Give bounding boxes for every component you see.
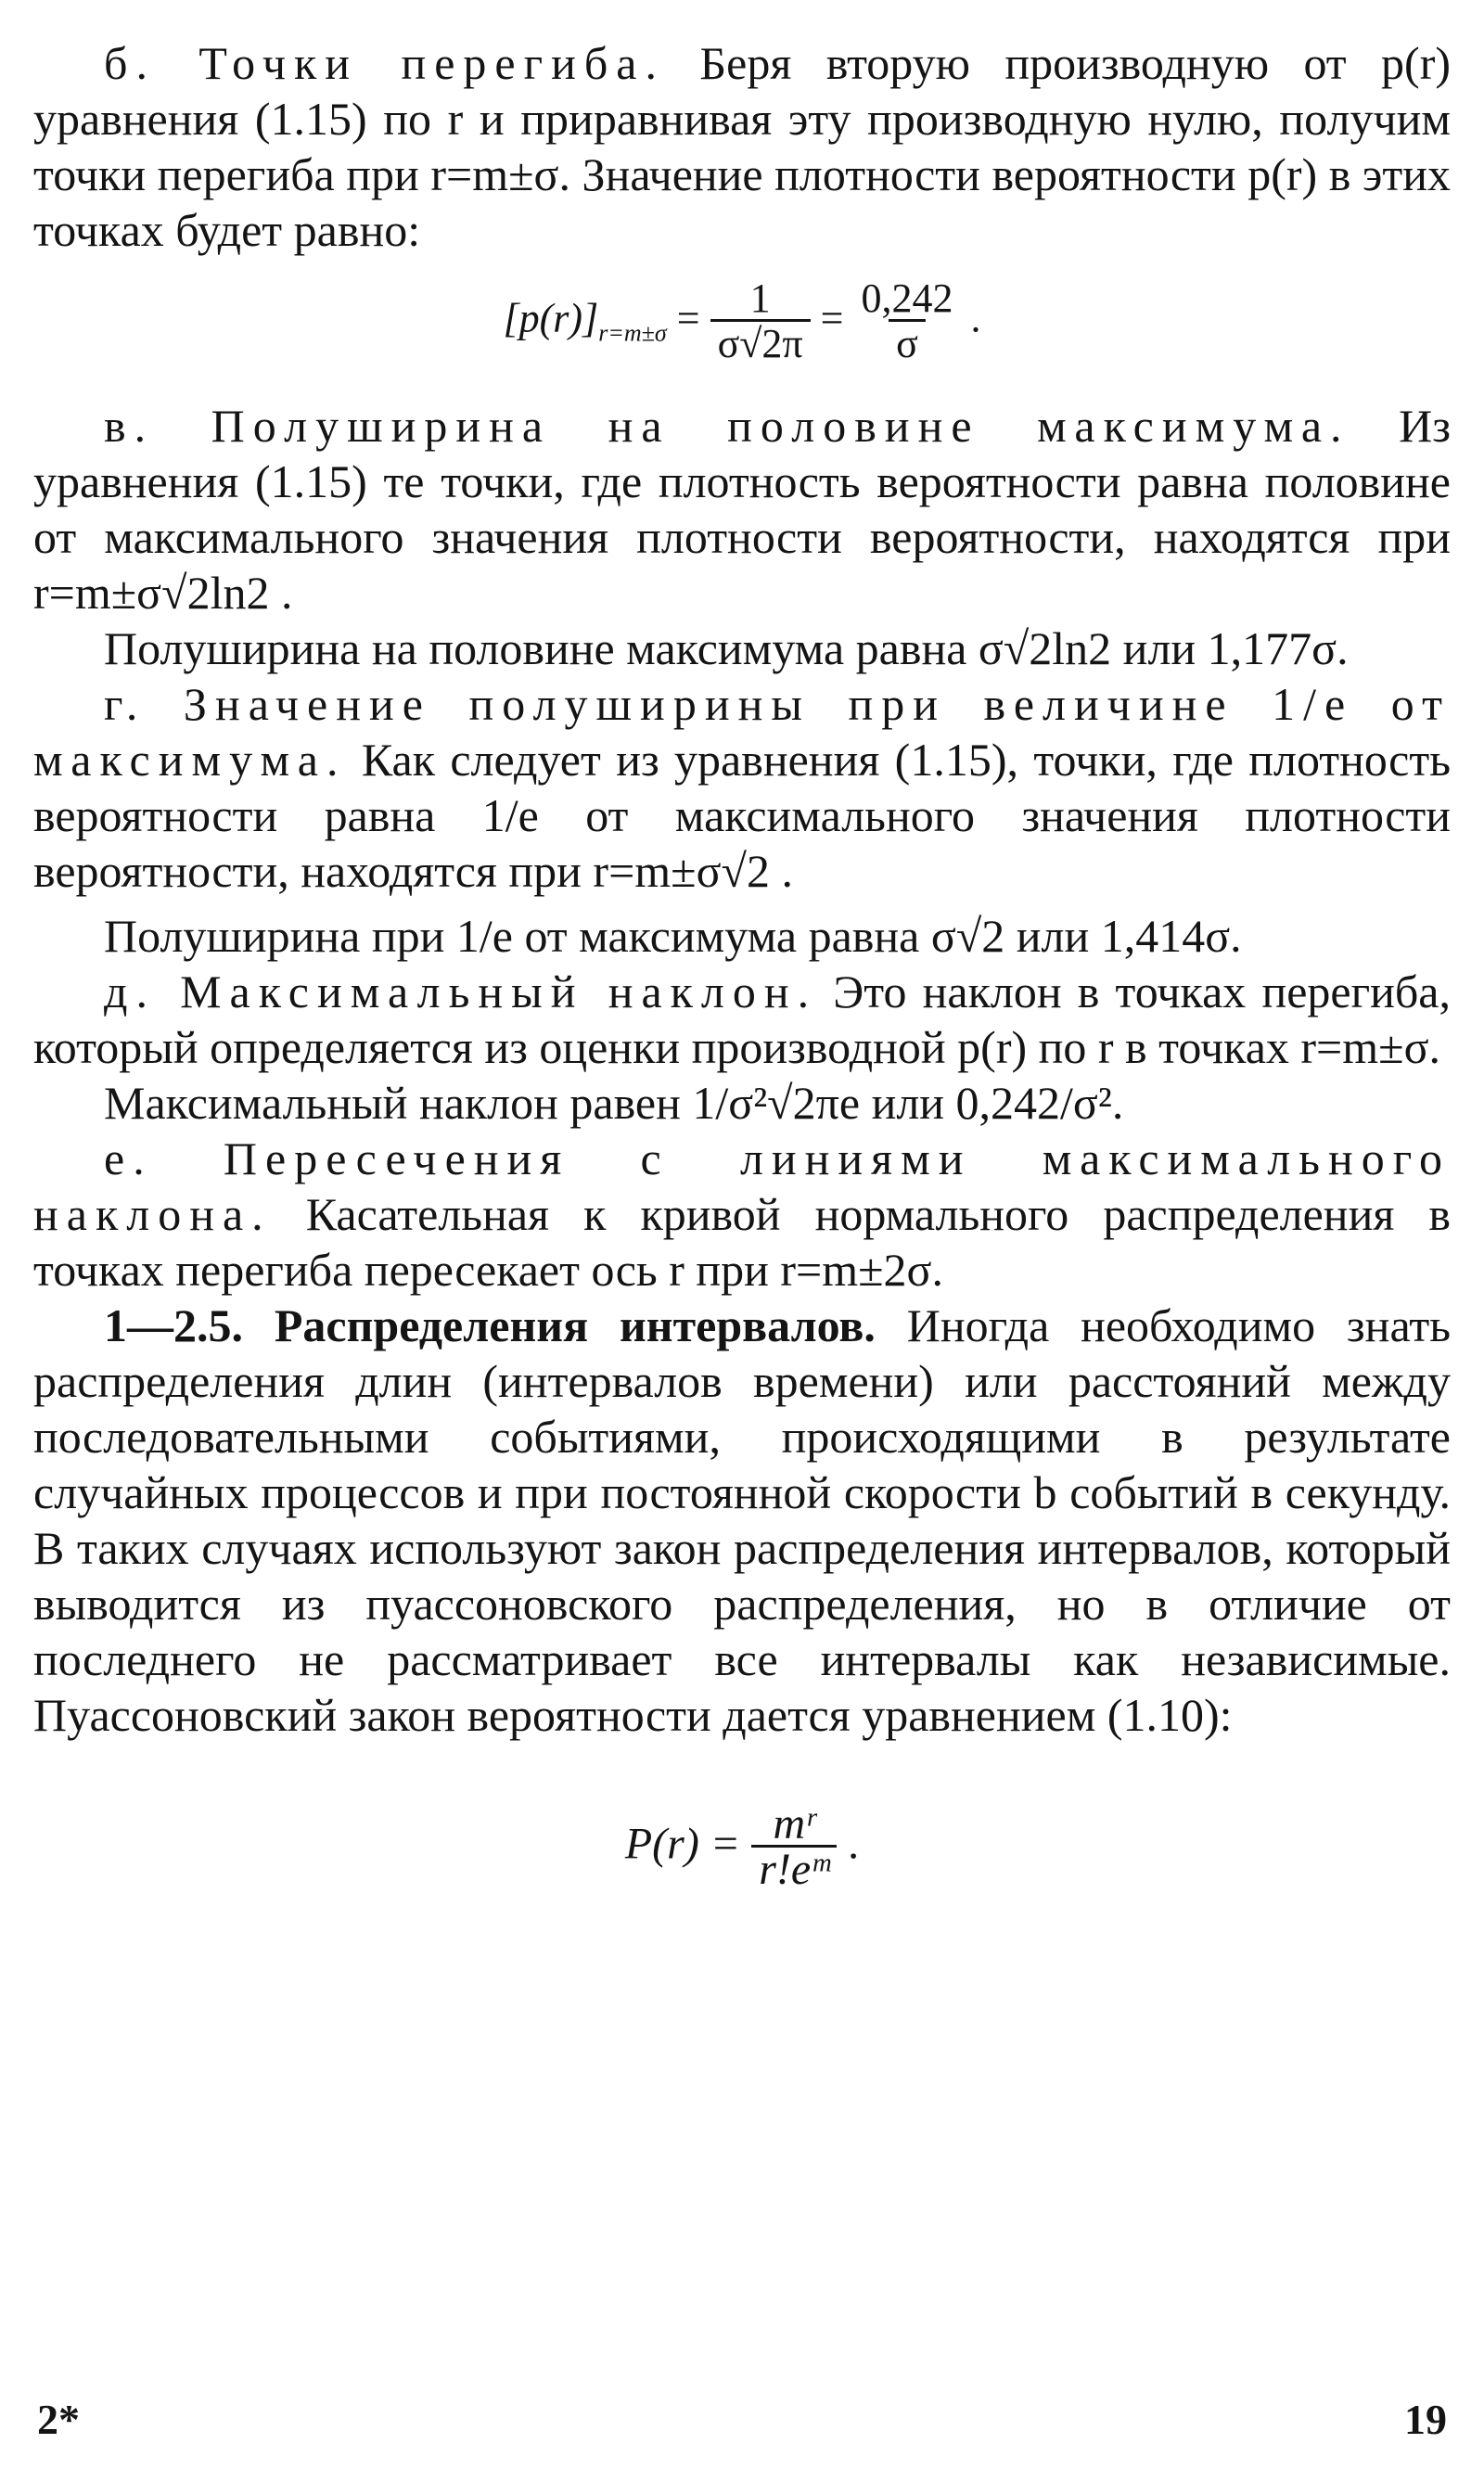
section-g-paragraph	[33, 676, 1451, 899]
section-interval-paragraph	[33, 1298, 1451, 1743]
poisson-numerator: mʳ	[773, 1799, 815, 1849]
section-g-text: Как следует из уравнения (1.15), точки, где плотность вероятности равна 1/e от максимального значения плотности вероятности, находятся при r=m±σ√2 .	[33, 734, 1452, 897]
section-b-paragraph	[33, 35, 1451, 258]
section-g-title: г. Значение полуширины при величине 1/e от максимума.	[33, 678, 1451, 786]
fraction-one-denominator: σ√2π	[710, 319, 811, 366]
section-e-title: е. Пересечения с линиями максимального наклона.	[33, 1132, 1451, 1240]
section-v-title: в. Полуширина на половине максимума.	[104, 400, 1350, 452]
section-d-paragraph-2: Максимальный наклон равен 1/σ²√2πe или 0,242/σ².	[104, 1077, 1124, 1129]
page-number: 19	[1404, 2396, 1447, 2443]
formula-subscript: r=m±σ	[598, 319, 667, 347]
poisson-formula: P(r) = $\frac{\text{mʳ}}{\text{r!eᵐ}}$ .	[624, 1799, 860, 1894]
section-g-paragraph-2: Полуширина при 1/e от максимума равна σ√2 или 1,414σ.	[104, 910, 1242, 962]
poisson-fraction	[751, 1799, 837, 1894]
formula-lhs: [p(r)]	[503, 295, 599, 341]
section-interval-text: Иногда необходимо знать распределения длин (интервалов времени) или расстояний между последовательными событиями, происходящими в результате случайных процессов и при постоянной скорости b событий в секунду. В таких случаях используют закон распределения интервалов, который выводится из пуассоновского распределения, но в отличие от последнего не рассматривает все интервалы как независимые. Пуассоновский закон вероятности дается уравнением (1.10):	[33, 1299, 1451, 1741]
signature-mark: 2*	[37, 2396, 80, 2443]
poisson-lhs: P(r) =	[624, 1819, 741, 1869]
section-v-text: Из уравнения (1.15) те точки, где плотность вероятности равна половине от максимального значения плотности вероятности, находятся при r=m±σ√2ln2 .	[33, 400, 1451, 619]
section-interval-title: 1—2.5. Распределения интервалов.	[104, 1299, 876, 1351]
section-d-title: д. Максимальный наклон.	[104, 966, 818, 1017]
section-b-title: б. Точки перегиба.	[104, 37, 665, 89]
poisson-denominator: r!eᵐ	[751, 1845, 837, 1892]
section-v-paragraph-2: Полуширина на половине максимума равна σ√2ln2 или 1,177σ.	[104, 622, 1349, 674]
fraction-one	[710, 275, 811, 366]
fraction-two	[853, 275, 960, 366]
section-d-paragraph	[33, 964, 1451, 1075]
fraction-two-denominator: σ	[889, 319, 926, 366]
section-e-text: Касательная к кривой нормального распределения в точках перегиба пересекает ось r при r=m±2σ.	[33, 1188, 1451, 1296]
section-e-paragraph	[33, 1131, 1451, 1298]
section-d-text: Это наклон в точках перегиба, который определяется из оценки производной p(r) по r в точках r=m±σ.	[33, 966, 1451, 1073]
fraction-two-numerator: 0,242	[861, 275, 953, 321]
fraction-one-numerator: 1	[749, 275, 771, 321]
section-v-paragraph	[33, 398, 1451, 620]
section-b-text: Беря вторую производную от p(r) уравнения (1.15) по r и приравнивая эту производную нулю, получим точки перегиба при r=m±σ. Значение плотности вероятности p(r) в этих точках будет равно:	[33, 37, 1452, 256]
document-page	[33, 26, 1451, 1892]
inflection-density-formula: $[p(r)]_{r=m\pm\sigma}$ = $\frac{1}{\sigma√2\pi}$ = $\frac{0,242}{\sigma}$ .	[503, 275, 981, 366]
